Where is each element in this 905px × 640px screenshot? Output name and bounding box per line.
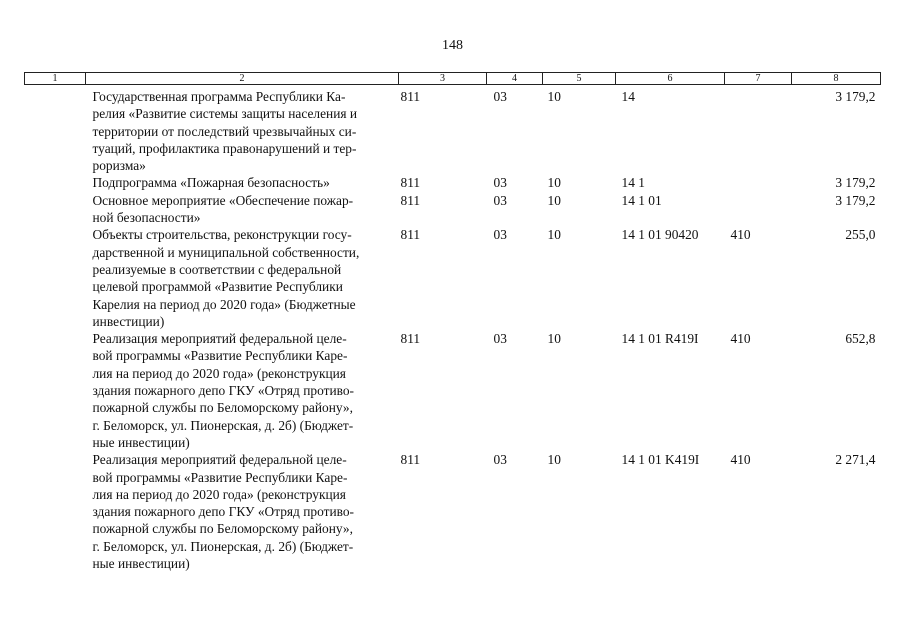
subsection-code: 10 [547, 452, 561, 468]
row-description [86, 192, 399, 227]
description-line: роризма» [92, 158, 146, 174]
row-description [86, 226, 399, 330]
description-line: лия на период до 2020 года» (реконструкция [92, 365, 346, 381]
table-row [25, 174, 881, 191]
description-line: Подпрограмма «Пожарная безопасность» [92, 175, 330, 191]
subsection-code: 10 [547, 227, 561, 243]
description-line: туаций, профилактика правонарушений и тер- [92, 140, 357, 156]
row-description [86, 174, 399, 191]
column-header: 8 [792, 73, 881, 85]
column-header: 2 [86, 73, 399, 85]
description-line: пожарной службы по Беломорскому району», [92, 400, 353, 416]
column-header: 5 [543, 73, 616, 85]
description-line: территории от последствий чрезвычайных си- [92, 123, 357, 139]
description-line: здания пожарного депо ГКУ «Отряд противо- [92, 383, 355, 399]
description-line: Карелия на период до 2020 года» (Бюджетные [92, 296, 356, 312]
description-line: Реализация мероприятий федеральной целе- [92, 452, 347, 468]
empty-cell [25, 330, 86, 451]
column-number-header-row [25, 73, 881, 85]
description-line: инвестиции) [92, 313, 165, 329]
description-line: вой программы «Развитие Республики Каре- [92, 348, 348, 364]
description-line: здания пожарного депо ГКУ «Отряд противо- [92, 504, 355, 520]
amount: 3 179,2 [835, 89, 876, 104]
description-line: ной безопасности» [92, 210, 201, 226]
section-code: 03 [493, 331, 507, 347]
amount: 255,0 [845, 227, 876, 243]
target-article-code: 14 1 01 [621, 192, 662, 208]
description-line: лия на период до 2020 года» (реконструкция [92, 486, 346, 502]
table-row [25, 226, 881, 330]
ministry-code: 811 [400, 452, 421, 468]
section-code: 03 [493, 89, 507, 104]
table-row [25, 85, 881, 175]
page-number: 148 [442, 38, 463, 53]
ministry-code: 811 [400, 192, 421, 208]
target-article-code: 14 1 01 R419I [621, 331, 699, 347]
row-description [86, 451, 399, 572]
description-line: Основное мероприятие «Обеспечение пожар- [92, 192, 354, 208]
budget-table [24, 72, 881, 572]
expense-type-code: 410 [730, 331, 751, 347]
description-line: вой программы «Развитие Республики Каре- [92, 469, 348, 485]
ministry-code: 811 [400, 175, 421, 191]
amount: 3 179,2 [835, 192, 876, 208]
empty-cell [25, 192, 86, 227]
description-line: дарственной и муниципальной собственности, [92, 244, 360, 260]
section-code: 03 [493, 227, 507, 243]
column-header: 4 [487, 73, 543, 85]
expense-type-code [725, 85, 792, 175]
target-article-code: 14 [621, 89, 635, 104]
ministry-code: 811 [400, 331, 421, 347]
section-code: 03 [493, 452, 507, 468]
subsection-code: 10 [547, 89, 561, 104]
row-description [86, 85, 399, 175]
section-code: 03 [493, 175, 507, 191]
expense-type-code [725, 174, 792, 191]
target-article-code: 14 1 01 90420 [621, 227, 699, 243]
description-line: Государственная программа Республики Ка- [92, 89, 346, 104]
expense-type-code: 410 [730, 227, 751, 243]
subsection-code: 10 [547, 192, 561, 208]
empty-cell [25, 174, 86, 191]
empty-cell [25, 451, 86, 572]
expense-type-code: 410 [730, 452, 751, 468]
table-row [25, 451, 881, 572]
description-line: пожарной службы по Беломорскому району», [92, 521, 353, 537]
row-description [86, 330, 399, 451]
subsection-code: 10 [547, 175, 561, 191]
column-header: 3 [399, 73, 487, 85]
description-line: ные инвестиции) [92, 434, 190, 450]
empty-cell [25, 85, 86, 175]
ministry-code: 811 [400, 227, 421, 243]
description-line: реализуемые в соответствии с федеральной [92, 261, 342, 277]
expense-type-code [725, 192, 792, 227]
description-line: целевой программой «Развитие Республики [92, 279, 343, 295]
column-header: 6 [616, 73, 725, 85]
amount: 652,8 [845, 331, 876, 347]
description-line: Реализация мероприятий федеральной целе- [92, 331, 347, 347]
description-line: г. Беломорск, ул. Пионерская, д. 2б) (Бюджет- [92, 538, 354, 554]
target-article-code: 14 1 [621, 175, 645, 191]
empty-cell [25, 226, 86, 330]
description-line: релия «Развитие системы защиты населения и [92, 106, 358, 122]
subsection-code: 10 [547, 331, 561, 347]
description-line: Объекты строительства, реконструкции госу- [92, 227, 352, 243]
column-header: 1 [25, 73, 86, 85]
column-header: 7 [725, 73, 792, 85]
amount: 2 271,4 [835, 452, 876, 468]
description-line: ные инвестиции) [92, 556, 190, 572]
amount: 3 179,2 [835, 175, 876, 191]
section-code: 03 [493, 192, 507, 208]
table-row [25, 192, 881, 227]
ministry-code: 811 [400, 89, 421, 104]
table-row [25, 330, 881, 451]
target-article-code: 14 1 01 K419I [621, 452, 700, 468]
table-body [25, 85, 881, 573]
description-line: г. Беломорск, ул. Пионерская, д. 2б) (Бюджет- [92, 417, 354, 433]
